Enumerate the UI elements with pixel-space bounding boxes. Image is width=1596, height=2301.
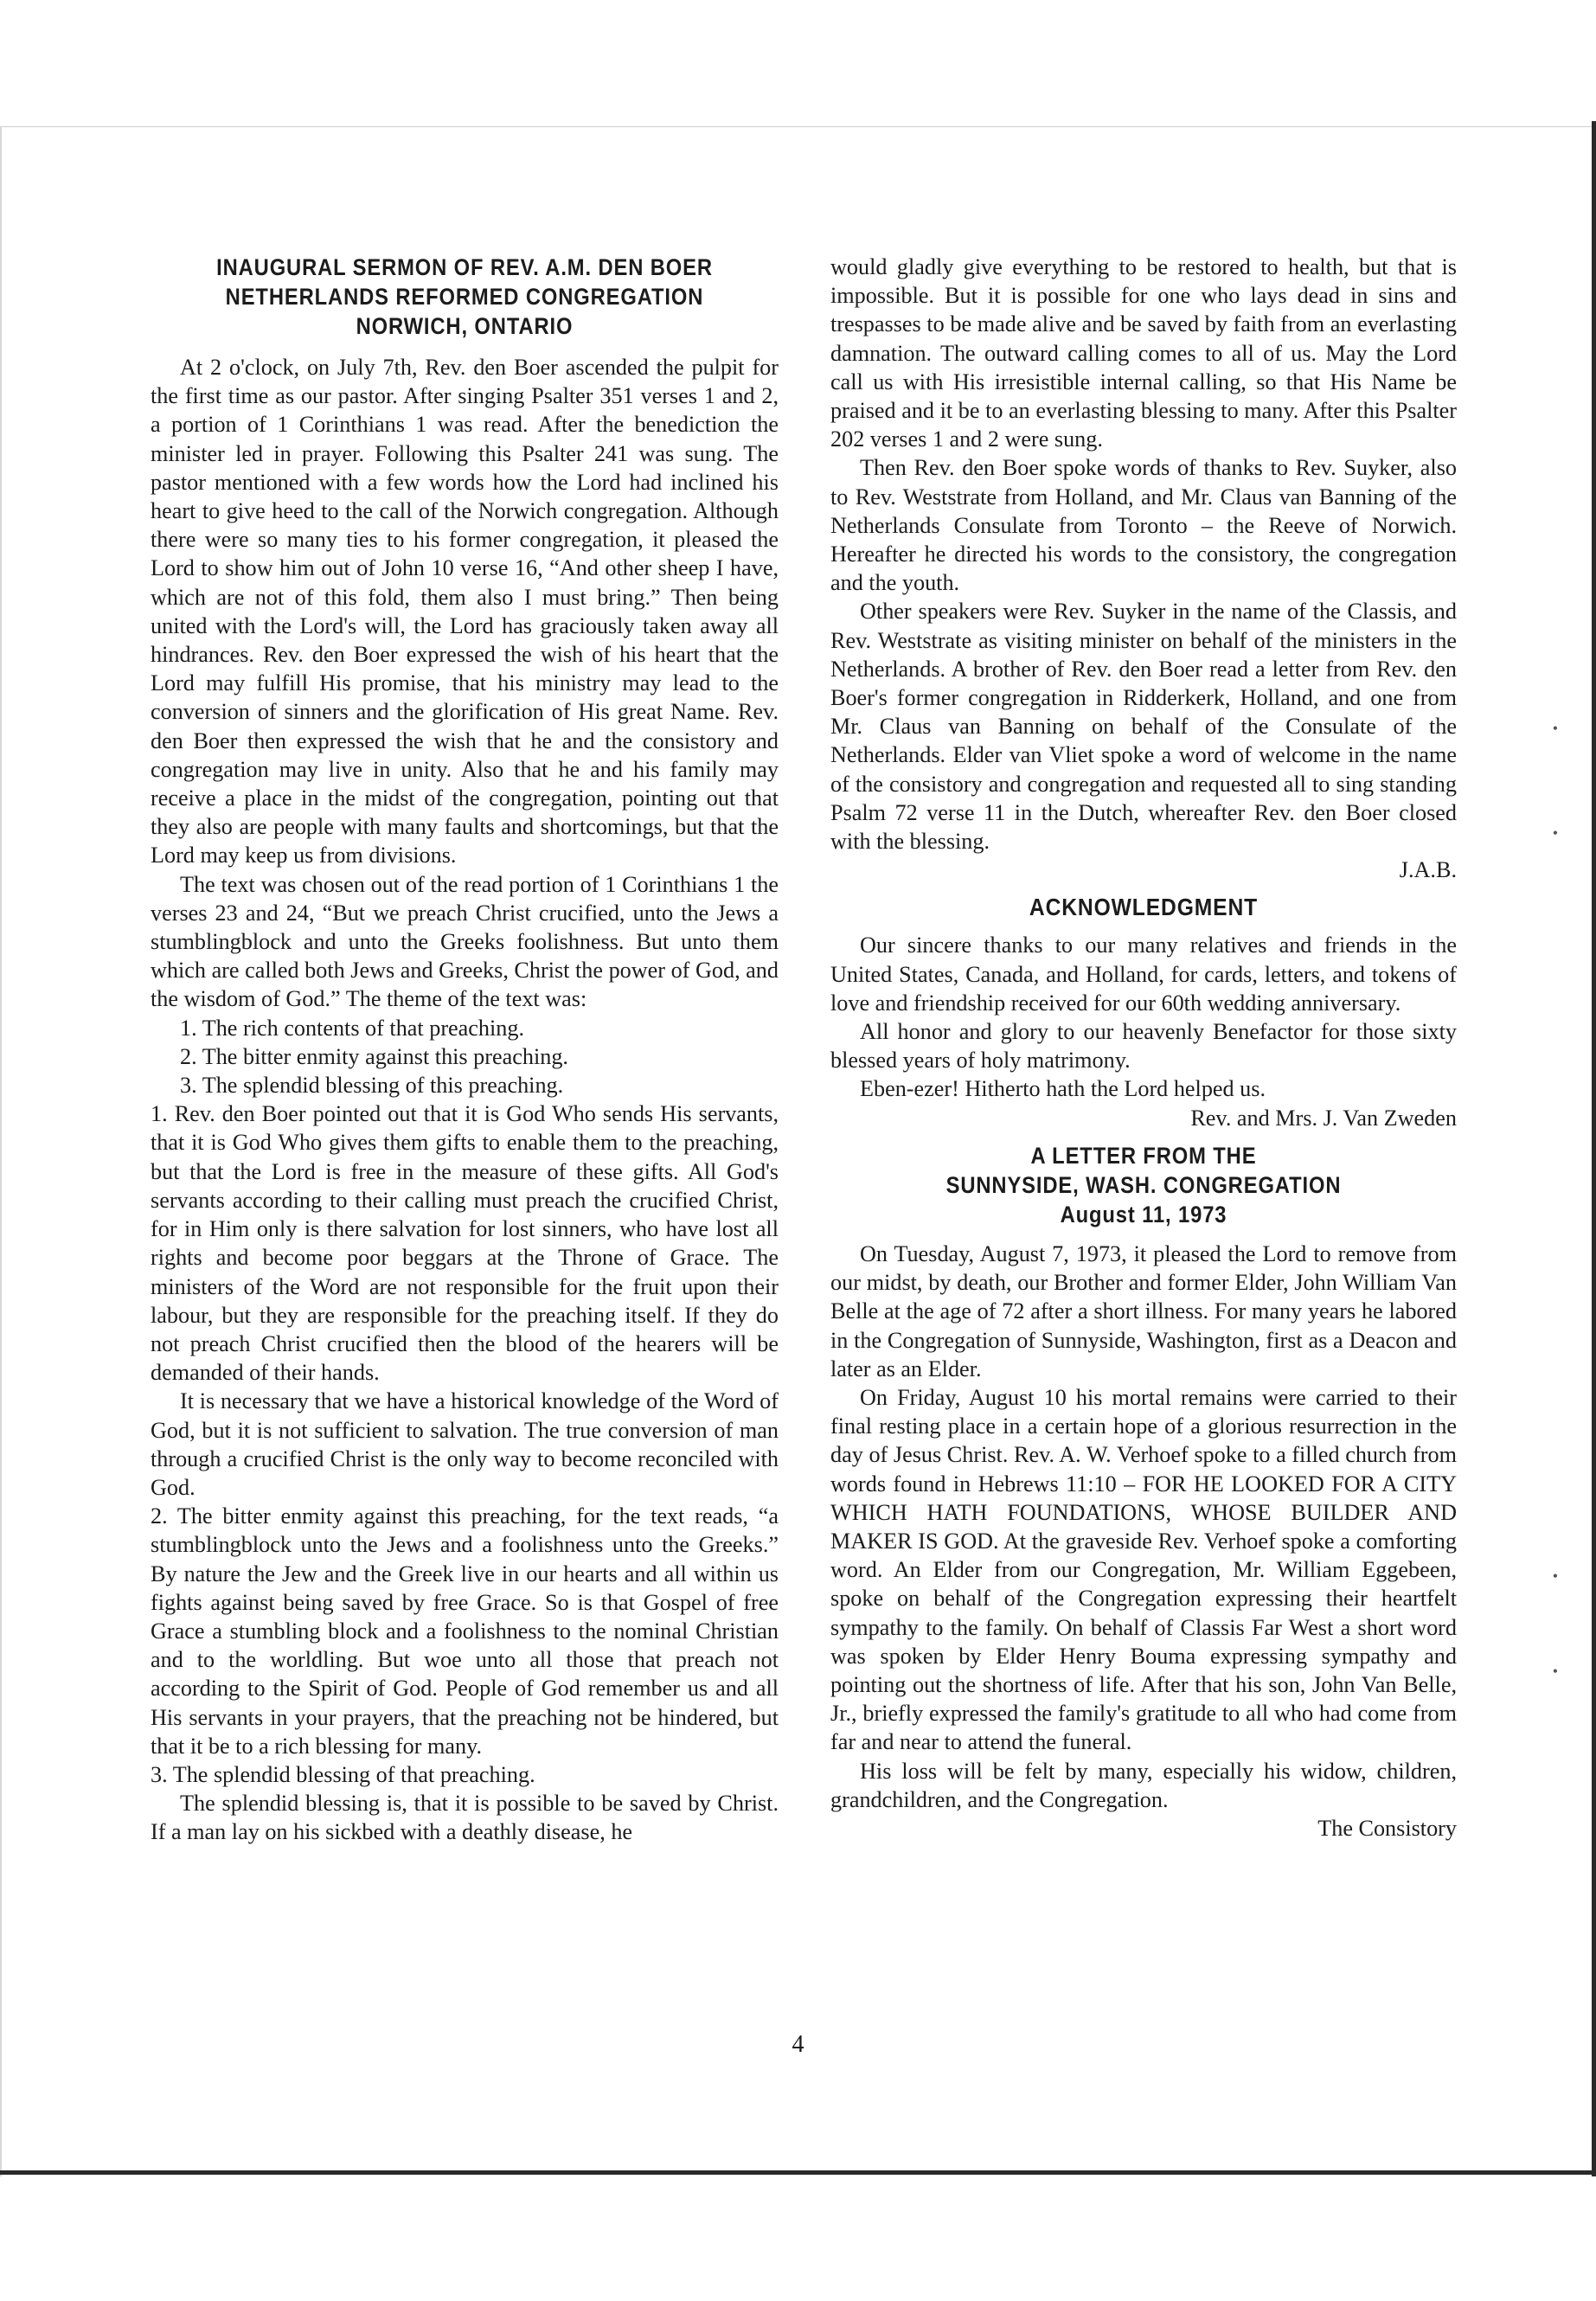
paragraph: would gladly give everything to be restored to health, but that is impossible. But it is possible for one who lays dead in sins and trespasses to be made alive and be saved by faith from an everlasting damnation. The outward calling comes to all of us. May the Lord call us with His irresistible internal calling, so that His Name be praised and it be to an everlasting blessing to many. After this Psalter 202 verses 1 and 2 were sung.	[830, 254, 1457, 452]
signature: J.A.B.	[1399, 857, 1457, 883]
heading-line: August 11, 1973	[1060, 1201, 1227, 1227]
list-item: 1. The rich contents of that preaching.	[180, 1015, 525, 1041]
paragraph: Other speakers were Rev. Suyker in the name of the Classis, and Rev. Weststrate as visiting minister on behalf of the ministers in the Netherlands. A brother of Rev. den Boer read a letter from Rev. den Boer's former congregation in Ridderkerk, Holland, and one from Mr. Claus van Banning on behalf of the Consulate of the Netherlands. Elder van Vliet spoke a word of welcome in the name of the consistory and congregation and requested all to sing standing Psalm 72 verse 11 in the Dutch, whereafter Rev. den Boer closed with the blessing.	[830, 599, 1457, 855]
paragraph: His loss will be felt by many, especially his widow, children, grandchildren, and the Congregation.	[830, 1758, 1457, 1812]
page-right-edge	[1592, 121, 1596, 2176]
page-left-edge	[0, 126, 2, 2176]
paragraph: It is necessary that we have a historical knowledge of the Word of God, but it is not sufficient to salvation. The true conversion of man through a crucified Christ is the only way to become reconciled with God.	[151, 1388, 779, 1500]
heading-line: A LETTER FROM THE	[1030, 1142, 1257, 1169]
heading-line: INAUGURAL SERMON OF REV. A.M. DEN BOER	[216, 254, 713, 280]
left-column	[151, 253, 779, 1847]
paragraph: 3. The splendid blessing of that preaching.	[151, 1761, 535, 1787]
paragraph: Our sincere thanks to our many relatives and friends in the United States, Canada, and Holland, for cards, letters, and tokens of love and friendship received for our 60th wedding anniversary.	[830, 933, 1457, 1016]
list-item: 2. The bitter enmity against this preaching.	[180, 1043, 568, 1069]
signature: Rev. and Mrs. J. Van Zweden	[1190, 1105, 1457, 1131]
paragraph: The text was chosen out of the read portion of 1 Corinthians 1 the verses 23 and 24, “But we preach Christ crucified, unto the Jews a stumblingblock and unto the Greeks foolishness. But unto them which are called both Jews and Greeks, Christ the power of God, and the wisdom of God.” The theme of the text was:	[151, 871, 779, 1012]
paragraph: At 2 o'clock, on July 7th, Rev. den Boer ascended the pulpit for the first time as our pastor. After singing Psalter 351 verses 1 and 2, a portion of 1 Corinthians 1 was read. After the benediction the minister led in prayer. Following this Psalter 241 was sung. The pastor mentioned with a few words how the Lord had inclined his heart to give heed to the call of the Norwich congregation. Although there were so many ties to his former congregation, it pleased the Lord to show him out of John 10 verse 16, “And other sheep I have, which are not of this fold, them also I must bring.” Then being united with the Lord's will, the Lord has graciously taken away all hindrances. Rev. den Boer expressed the wish of his heart that the Lord may fulfill His promise, that his ministry may lead to the conversion of sinners and the glorification of His great Name. Rev. den Boer then expressed the wish that he and the consistory and congregation may live in unity. Also that he and his family may receive a place in the midst of the congregation, pointing out that they also are people with many faults and shortcomings, but that the Lord may keep us from divisions.	[151, 355, 779, 868]
page-number: 4	[792, 2031, 804, 2058]
margin-mark: •	[1552, 1567, 1558, 1585]
signature: The Consistory	[1317, 1815, 1457, 1841]
list-item: 3. The splendid blessing of this preaching.	[180, 1073, 564, 1099]
right-column	[830, 253, 1457, 1843]
heading-line: SUNNYSIDE, WASH. CONGREGATION	[945, 1171, 1342, 1198]
heading-line: NORWICH, ONTARIO	[356, 313, 574, 339]
margin-mark: •	[1552, 720, 1558, 737]
heading-line: NETHERLANDS REFORMED CONGREGATION	[225, 284, 704, 310]
page-bottom-edge	[0, 2170, 1596, 2175]
paragraph: Then Rev. den Boer spoke words of thanks to Rev. Suyker, also to Rev. Weststrate from Holland, and Mr. Claus van Banning of the Netherlands Consulate from Toronto – the Reeve of Norwich. Hereafter he directed his words to the consistory, the congregation and the youth.	[830, 455, 1457, 596]
letter-heading	[868, 1141, 1419, 1229]
paragraph: On Friday, August 10 his mortal remains were carried to their final resting place in a certain hope of a glorious resurrection in the day of Jesus Christ. Rev. A. W. Verhoef spoke to a filled church from words found in Hebrews 11:10 – FOR HE LOOKED FOR A CITY WHICH HATH FOUNDATIONS, WHOSE BUILDER AND MAKER IS GOD. At the graveside Rev. Verhoef spoke a comforting word. An Elder from our Congregation, Mr. William Eggebeen, spoke on behalf of the Congregation expressing their heartfelt sympathy to the family. On behalf of Classis Far West a short word was spoken by Elder Henry Bouma expressing sympathy and pointing out the shortness of life. After that his son, John Van Belle, Jr., briefly expressed the family's gratitude to all who had come from far and near to attend the funeral.	[830, 1384, 1457, 1755]
acknowledgment-heading: ACKNOWLEDGMENT	[1029, 894, 1259, 921]
margin-mark: •	[1552, 824, 1558, 842]
paragraph: On Tuesday, August 7, 1973, it pleased the Lord to remove from our midst, by death, our Brother and former Elder, John William Van Belle at the age of 72 after a short illness. For many years he labored in the Congregation of Sunnyside, Washington, first as a Deacon and later as an Elder.	[830, 1240, 1457, 1381]
paragraph: All honor and glory to our heavenly Benefactor for those sixty blessed years of holy matrimony.	[830, 1019, 1457, 1074]
article-heading-inaugural-sermon	[189, 253, 741, 341]
margin-mark: •	[1552, 1663, 1558, 1680]
paragraph: 1. Rev. den Boer pointed out that it is God Who sends His servants, that it is God Who gives them gifts to enable them to the preaching, but that the Lord is free in the measure of these gifts. All God's servants according to their calling must preach the crucified Christ, for in Him only is there salvation for lost sinners, who have lost all rights and become poor beggars at the Throne of Grace. The ministers of the Word are not responsible for the fruit upon their labour, but they are responsible for the preaching itself. If they do not preach Christ crucified then the blood of the hearers will be demanded of their hands.	[151, 1101, 779, 1386]
paragraph: Eben-ezer! Hitherto hath the Lord helped us.	[860, 1076, 1266, 1102]
page-top-edge	[0, 126, 1596, 127]
paragraph: 2. The bitter enmity against this preaching, for the text reads, “a stumblingblock unto the Jews and a foolishness unto the Greeks.” By nature the Jew and the Greek live in our hearts and all within us fights against being saved by free Grace. So is that Gospel of free Grace a stumbling block and a foolishness to the nominal Christian and to the worldling. But woe unto all those that preach not according to the Spirit of God. People of God remember us and all His servants in your prayers, that the preaching not be hindered, but that it be to a rich blessing for many.	[151, 1503, 779, 1759]
paragraph: The splendid blessing is, that it is possible to be saved by Christ. If a man lay on his sickbed with a deathly disease, he	[151, 1791, 779, 1845]
